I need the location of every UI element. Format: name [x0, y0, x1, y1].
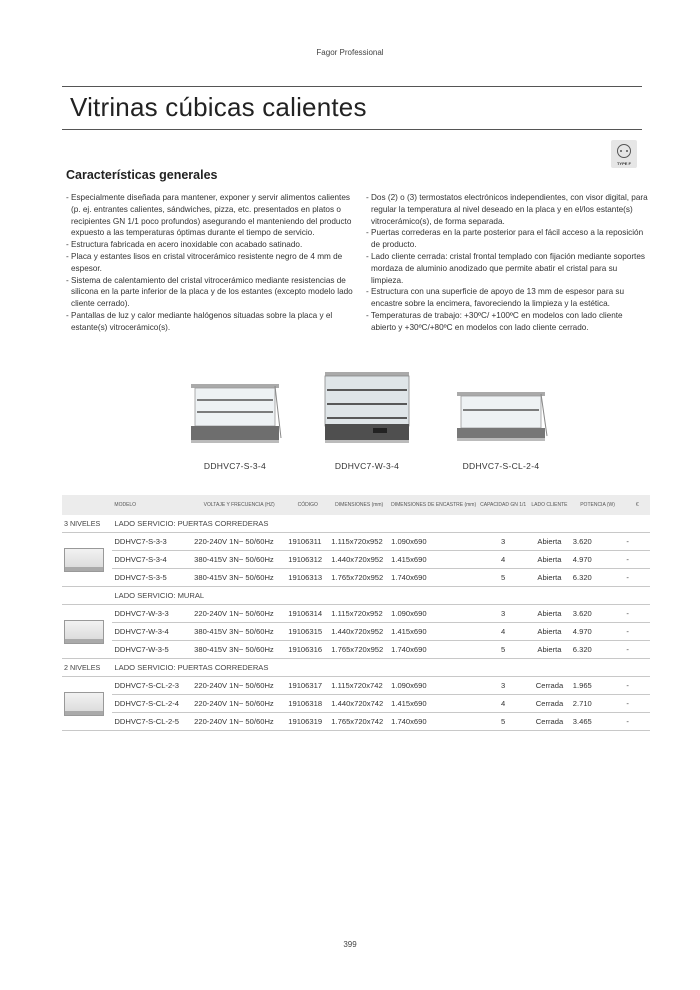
display-case-image	[185, 370, 285, 450]
feature-item: - Dos (2) o (3) termostatos electrónicos independientes, con visor digital, para regular la temperatura al nivel deseado en la placa y en el/los estante(s) vitrocerámico(s), de forma separada.	[366, 193, 648, 226]
header-voltaje: VOLTAJE Y FRECUENCIA (HZ)	[192, 495, 286, 515]
table-row	[62, 569, 650, 587]
cell-power: 4.970	[571, 623, 625, 641]
cell-cut: 1.090x690	[389, 533, 478, 551]
cell-side: Cerrada	[528, 713, 571, 731]
cell-gn: 4	[478, 623, 528, 641]
cell-gn: 4	[478, 551, 528, 569]
cell-price: -	[624, 569, 650, 587]
feature-item: - Pantallas de luz y calor mediante halógenos situadas sobre la placa y el estante(s) vitrocerámico(s).	[66, 310, 333, 332]
cell-model: DDHVC7-S-3-4	[112, 551, 192, 569]
display-case-image	[317, 362, 417, 450]
socket-icon	[617, 144, 631, 158]
cell-dims: 1.765x720x952	[329, 569, 389, 587]
header-capacidad: CAPACIDAD GN 1/1	[478, 495, 528, 515]
cell-side: Abierta	[528, 623, 571, 641]
cell-model: DDHVC7-S-3-3	[112, 533, 192, 551]
cell-dims: 1.440x720x952	[329, 623, 389, 641]
cell-voltage: 380-415V 3N~ 50/60Hz	[192, 551, 286, 569]
product-thumbnail	[64, 692, 104, 716]
cell-gn: 5	[478, 569, 528, 587]
cell-gn: 3	[478, 677, 528, 695]
level-label: 2 NIVELES	[62, 659, 112, 677]
type-f-badge	[611, 140, 637, 168]
cell-code: 19106319	[286, 713, 329, 731]
cell-side: Abierta	[528, 533, 571, 551]
product-thumbnail	[64, 548, 104, 572]
feature-item: - Estructura con una superficie de apoyo de 13 mm de espesor para su encastre sobre la encimera, favoreciendo la limpieza y la estética.	[366, 287, 625, 309]
table-row	[62, 641, 650, 659]
cell-voltage: 380-415V 3N~ 50/60Hz	[192, 623, 286, 641]
page-number: 399	[343, 940, 357, 949]
product-w-3-4	[312, 362, 422, 471]
group-label: LADO SERVICIO: PUERTAS CORREDERAS	[112, 515, 650, 533]
cell-price: -	[624, 695, 650, 713]
product-label: DDHVC7-S-3-4	[203, 461, 267, 471]
display-case-image	[451, 378, 551, 450]
spec-table	[62, 495, 650, 731]
table-header-row	[62, 495, 650, 515]
header-dimensiones: DIMENSIONES (mm)	[329, 495, 389, 515]
cell-voltage: 220-240V 1N~ 50/60Hz	[192, 533, 286, 551]
header-potencia: POTENCIA (W)	[571, 495, 625, 515]
cell-model: DDHVC7-W-3-5	[112, 641, 192, 659]
group-label: LADO SERVICIO: MURAL	[112, 587, 650, 605]
cell-voltage: 220-240V 1N~ 50/60Hz	[192, 713, 286, 731]
features-right-column	[366, 192, 648, 334]
product-label: DDHVC7-S-CL-2-4	[462, 461, 540, 471]
header-precio: €	[624, 495, 650, 515]
table-row	[62, 713, 650, 731]
cell-price: -	[624, 713, 650, 731]
cell-dims: 1.765x720x742	[329, 713, 389, 731]
feature-item: - Estructura fabricada en acero inoxidable con acabado satinado.	[66, 240, 303, 250]
cell-side: Abierta	[528, 605, 571, 623]
cell-gn: 3	[478, 605, 528, 623]
table-row	[62, 695, 650, 713]
header-codigo: CÓDIGO	[286, 495, 329, 515]
cell-price: -	[624, 605, 650, 623]
cell-voltage: 380-415V 3N~ 50/60Hz	[192, 641, 286, 659]
feature-item: - Placa y estantes lisos en cristal vitrocerámico resistente negro de 4 mm de espesor.	[66, 251, 343, 273]
cell-side: Cerrada	[528, 695, 571, 713]
group-row	[62, 515, 650, 533]
cell-power: 1.965	[571, 677, 625, 695]
type-badge-label: TYPE F	[616, 161, 631, 166]
feature-item: - Sistema de calentamiento del cristal vitrocerámico mediante resistencias de silicona en la parte inferior de la placa y de los estantes (excepto modelo lado cliente cerrado).	[66, 275, 353, 309]
cell-cut: 1.415x690	[389, 623, 478, 641]
cell-voltage: 220-240V 1N~ 50/60Hz	[192, 605, 286, 623]
cell-code: 19106317	[286, 677, 329, 695]
cell-model: DDHVC7-S-CL-2-4	[112, 695, 192, 713]
page-title: Vitrinas cúbicas calientes	[70, 92, 367, 122]
feature-item: - Temperaturas de trabajo: +30ºC/ +100ºC en modelos con lado cliente abierto y +30ºC/+80ºC en modelos con lado cliente cerrado.	[366, 310, 623, 332]
cell-power: 6.320	[571, 641, 625, 659]
cell-dims: 1.440x720x742	[329, 695, 389, 713]
cell-power: 4.970	[571, 551, 625, 569]
cell-dims: 1.115x720x952	[329, 605, 389, 623]
cell-cut: 1.090x690	[389, 677, 478, 695]
product-s-cl-2-4	[446, 378, 556, 471]
header-modelo: MODELO	[112, 495, 192, 515]
header-brand: Fagor Professional	[316, 48, 384, 57]
cell-gn: 5	[478, 713, 528, 731]
cell-price: -	[624, 623, 650, 641]
cell-side: Abierta	[528, 641, 571, 659]
cell-price: -	[624, 641, 650, 659]
cell-model: DDHVC7-W-3-3	[112, 605, 192, 623]
header-lado: LADO CLIENTE	[528, 495, 571, 515]
table-row	[62, 551, 650, 569]
cell-voltage: 220-240V 1N~ 50/60Hz	[192, 677, 286, 695]
cell-dims: 1.765x720x952	[329, 641, 389, 659]
cell-side: Abierta	[528, 551, 571, 569]
cell-price: -	[624, 677, 650, 695]
cell-cut: 1.740x690	[389, 569, 478, 587]
product-s-3-4	[180, 370, 290, 471]
cell-gn: 4	[478, 695, 528, 713]
cell-dims: 1.115x720x742	[329, 677, 389, 695]
product-thumbnail	[64, 620, 104, 644]
cell-code: 19106313	[286, 569, 329, 587]
header-encastre: DIMENSIONES DE ENCASTRE (mm)	[389, 495, 478, 515]
cell-voltage: 380-415V 3N~ 50/60Hz	[192, 569, 286, 587]
cell-code: 19106315	[286, 623, 329, 641]
section-title: Características generales	[66, 168, 218, 182]
cell-voltage: 220-240V 1N~ 50/60Hz	[192, 695, 286, 713]
cell-code: 19106318	[286, 695, 329, 713]
cell-code: 19106311	[286, 533, 329, 551]
cell-cut: 1.740x690	[389, 641, 478, 659]
product-label: DDHVC7-W-3-4	[334, 461, 400, 471]
feature-item: - Lado cliente cerrada: cristal frontal templado con fijación mediante soportes mordaza de aluminio anodizado que permite abatir el cristal para su limpieza.	[366, 251, 645, 285]
table-row	[62, 605, 650, 623]
cell-model: DDHVC7-S-3-5	[112, 569, 192, 587]
cell-code: 19106316	[286, 641, 329, 659]
cell-dims: 1.115x720x952	[329, 533, 389, 551]
title-top-rule	[62, 86, 642, 87]
cell-code: 19106312	[286, 551, 329, 569]
feature-item: - Puertas correderas en la parte posterior para el fácil acceso a la reposición de producto.	[366, 228, 644, 250]
level-label: 3 NIVELES	[62, 515, 112, 533]
cell-gn: 3	[478, 533, 528, 551]
cell-gn: 5	[478, 641, 528, 659]
features-left-column	[66, 192, 356, 334]
cell-power: 2.710	[571, 695, 625, 713]
cell-price: -	[624, 551, 650, 569]
cell-dims: 1.440x720x952	[329, 551, 389, 569]
group-row	[62, 659, 650, 677]
cell-power: 3.620	[571, 533, 625, 551]
cell-power: 3.465	[571, 713, 625, 731]
table-row	[62, 533, 650, 551]
title-bottom-rule	[62, 129, 642, 130]
cell-model: DDHVC7-S-CL-2-5	[112, 713, 192, 731]
cell-side: Cerrada	[528, 677, 571, 695]
cell-price: -	[624, 533, 650, 551]
cell-model: DDHVC7-S-CL-2-3	[112, 677, 192, 695]
cell-power: 3.620	[571, 605, 625, 623]
cell-cut: 1.090x690	[389, 605, 478, 623]
group-row	[62, 587, 650, 605]
feature-item: - Especialmente diseñada para mantener, exponer y servir alimentos calientes (p. ej. entrantes calientes, sándwiches, pizza, etc. presentados en platos o recipientes GN 1/1 poco profundos) asegurando el manteniendo del producto expuesto a las temperaturas óptimas durante el tiempo de servicio.	[66, 193, 352, 238]
table-row	[62, 623, 650, 641]
cell-cut: 1.415x690	[389, 551, 478, 569]
cell-power: 6.320	[571, 569, 625, 587]
cell-cut: 1.415x690	[389, 695, 478, 713]
table-row	[62, 677, 650, 695]
cell-code: 19106314	[286, 605, 329, 623]
group-label: LADO SERVICIO: PUERTAS CORREDERAS	[112, 659, 650, 677]
cell-side: Abierta	[528, 569, 571, 587]
cell-model: DDHVC7-W-3-4	[112, 623, 192, 641]
cell-cut: 1.740x690	[389, 713, 478, 731]
